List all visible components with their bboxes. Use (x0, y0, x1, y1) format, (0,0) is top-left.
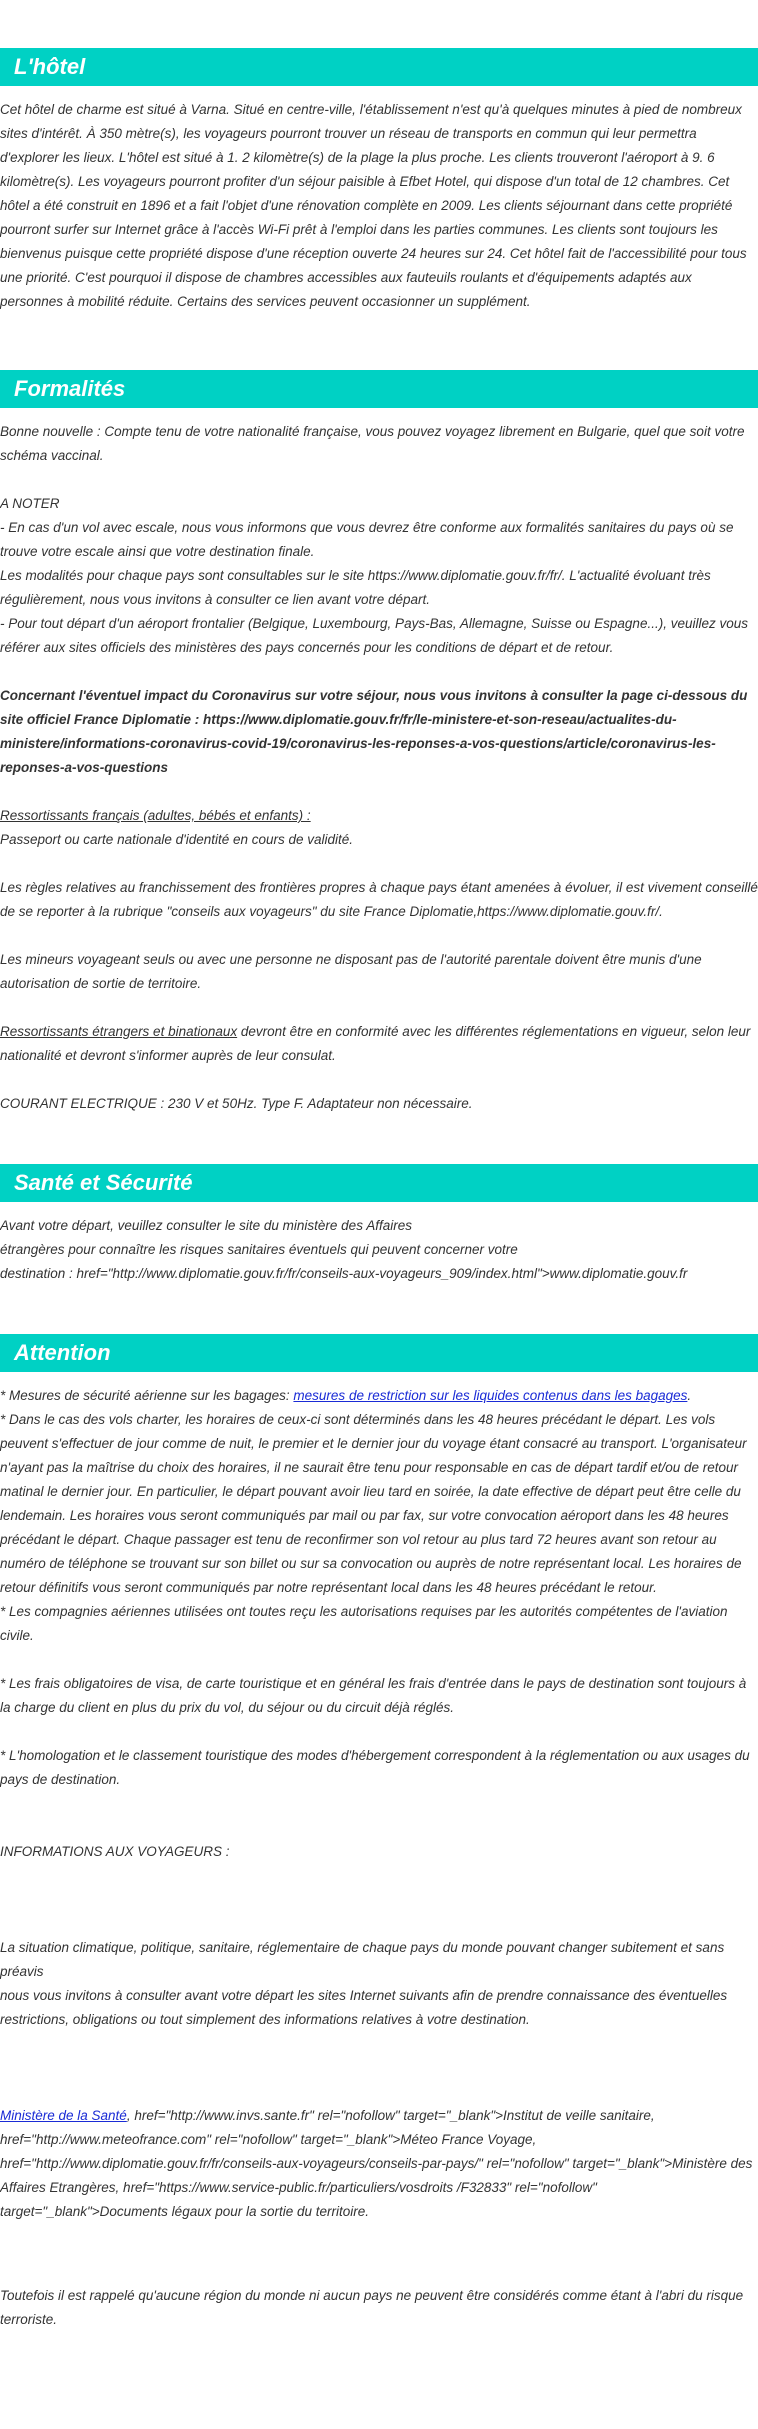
formalites-frontieres: Les règles relatives au franchissement des frontières propres à chaque pays étant amenées à évoluer, il est vivement conseillé de se reporter à la rubrique "conseils aux voyageurs" du site France Diplomatie,https://www.diplomatie.gouv.fr/. (0, 880, 758, 919)
formalites-ressortissants-fr-heading: Ressortissants français (adultes, bébés et enfants) : (0, 808, 311, 823)
attention-situation-1: La situation climatique, politique, sanitaire, réglementaire de chaque pays du monde pouvant changer subitement et sans préavis (0, 1940, 725, 1979)
section-header-attention: Attention (0, 1334, 758, 1372)
attention-homologation: * L'homologation et le classement touristique des modes d'hébergement correspondent à la réglementation ou aux usages du pays de destination. (0, 1748, 750, 1787)
sante-line-2: étrangères pour connaître les risques sanitaires éventuels qui peuvent concerner votre (0, 1242, 518, 1257)
section-header-hotel: L'hôtel (0, 48, 758, 86)
formalites-ressortissants-fr-text: Passeport ou carte nationale d'identité en cours de validité. (0, 832, 354, 847)
formalites-mineurs: Les mineurs voyageant seuls ou avec une personne ne disposant pas de l'autorité parentale doivent être munis d'une autorisation de sortie de territoire. (0, 952, 702, 991)
attention-compagnies: * Les compagnies aériennes utilisées ont toutes reçu les autorisations requises par les autorités compétentes de l'aviation civile. (0, 1604, 728, 1643)
formalites-intro: Bonne nouvelle : Compte tenu de votre nationalité française, vous pouvez voyagez librement en Bulgarie, quel que soit votre schéma vaccinal. (0, 424, 745, 463)
attention-liens (0, 2104, 758, 2224)
attention-mesures (0, 1384, 758, 1408)
formalites-etrangers-heading: Ressortissants étrangers et binationaux (0, 1024, 238, 1039)
formalites-etrangers (0, 1020, 758, 1068)
formalites-covid: Concernant l'éventuel impact du Coronavirus sur votre séjour, nous vous invitons à consulter la page ci-dessous du site officiel France Diplomatie : https://www.diplomatie.gouv.fr/fr/le-ministere-et-son-reseau/actualites-du-ministere/informations-coronavirus-covid-19/coronavirus-les-reponses-a-vos-questions/article/coronavirus-les-reponses-a-vos-questions (0, 688, 748, 775)
section-header-sante: Santé et Sécurité (0, 1164, 758, 1202)
formalites-noter-1: - En cas d'un vol avec escale, nous vous informons que vous devrez être conforme aux formalités sanitaires du pays où se trouve votre escale ainsi que votre destination finale. (0, 520, 734, 559)
attention-mesures-suffix: . (687, 1388, 692, 1403)
attention-mesures-prefix: * Mesures de sécurité aérienne sur les bagages: (0, 1388, 294, 1403)
sante-line-3: destination : href="http://www.diplomatie.gouv.fr/fr/conseils-aux-voyageurs_909/index.html">www.diplomatie.gouv.fr (0, 1266, 688, 1281)
formalites-noter-3: - Pour tout départ d'un aéroport frontalier (Belgique, Luxembourg, Pays-Bas, Allemagne, Suisse ou Espagne...), veuillez vous référer aux sites officiels des ministères des pays concernés pour les conditions de départ et de retour. (0, 616, 748, 655)
formalites-courant: COURANT ELECTRIQUE : 230 V et 50Hz. Type F. Adaptateur non nécessaire. (0, 1096, 473, 1111)
hotel-description: Cet hôtel de charme est situé à Varna. Situé en centre-ville, l'établissement n'est qu'à quelques minutes à pied de nombreux sites d'intérêt. À 350 mètre(s), les voyageurs pourront trouver un réseau de transports en commun qui leur permettra d'explorer les lieux. L'hôtel est situé à 1. 2 kilomètre(s) de la plage la plus proche. Les clients trouveront l'aéroport à 9. 6 kilomètre(s). Les voyageurs pourront profiter d'un séjour paisible à Efbet Hotel, qui dispose d'un total de 12 chambres. Cet hôtel a été construit en 1896 et a fait l'objet d'une rénovation complète en 2009. Les clients séjournant dans cette propriété pourront surfer sur Internet grâce à l'accès Wi-Fi prêt à l'emploi dans les parties communes. Les clients sont toujours les bienvenus puisque cette propriété dispose d'une réception ouverte 24 heures sur 24. Cet hôtel fait de l'accessibilité pour tous une priorité. C'est pourquoi il dispose de chambres accessibles aux fauteuils roulants et d'équipements adaptés aux personnes à mobilité réduite. Certains des services peuvent occasionner un supplément. (0, 102, 747, 309)
sante-line-1: Avant votre départ, veuillez consulter le site du ministère des Affaires (0, 1218, 412, 1233)
attention-charter: * Dans le cas des vols charter, les horaires de ceux-ci sont déterminés dans les 48 heures précédant le départ. Les vols peuvent s'effectuer de jour comme de nuit, le premier et le dernier jour du voyage étant consacré au transport. L'organisateur n'ayant pas la maîtrise du choix des horaires, il ne saurait être tenu pour responsable en cas de départ tardif et/ou de retour matinal le dernier jour. En particulier, le départ pouvant avoir lieu tard en soirée, la date effective de départ peut être celle du lendemain. Les horaires vous seront communiqués par mail ou par fax, sur votre convocation aéroport dans les 48 heures précédant le départ. Chaque passager est tenu de reconfirmer son vol retour au plus tard 72 heures avant son retour au numéro de téléphone se trouvant sur son billet ou sur sa convocation ou auprès de notre représentant local. Les horaires de retour définitifs vous seront communiqués par notre représentant local dans les 48 heures précédant le retour. (0, 1412, 747, 1595)
attention-frais: * Les frais obligatoires de visa, de carte touristique et en général les frais d'entrée dans le pays de destination sont toujours à la charge du client en plus du prix du vol, du séjour ou du circuit déjà réglés. (0, 1676, 747, 1715)
formalites-noter-heading: A NOTER (0, 496, 60, 511)
attention-terrorisme: Toutefois il est rappelé qu'aucune région du monde ni aucun pays ne peuvent être considérés comme étant à l'abri du risque terroriste. (0, 2288, 744, 2327)
formalites-noter-2: Les modalités pour chaque pays sont consultables sur le site https://www.diplomatie.gouv.fr/fr/. L'actualité évoluant très régulièrement, nous vous invitons à consulter ce lien avant votre départ. (0, 568, 711, 607)
formalites-etrangers-text: devront être en conformité avec les différentes réglementations en vigueur, selon leur nationalité et devront s'informer auprès de leur consulat. (0, 1024, 751, 1063)
attention-infos-heading: INFORMATIONS AUX VOYAGEURS : (0, 1844, 230, 1859)
liquides-restriction-link[interactable]: mesures de restriction sur les liquides contenus dans les bagages (293, 1388, 688, 1403)
attention-situation-2: nous vous invitons à consulter avant votre départ les sites Internet suivants afin de prendre connaissance des éventuelles restrictions, obligations ou tout simplement des informations relatives à votre destination. (0, 1988, 728, 2027)
section-header-formalites: Formalités (0, 370, 758, 408)
attention-liens-text: , href="http://www.invs.sante.fr" rel="nofollow" target="_blank">Institut de veille sanitaire, href="http://www.meteofrance.com" rel="nofollow" target="_blank">Méteo France Voyage, href="http://www.diplomatie.gouv.fr/fr/conseils-aux-voyageurs/conseils-par-pays/" rel="nofollow" target="_blank">Ministère des Affaires Etrangères, href="https://www.service-public.fr/particuliers/vosdroits /F32833" rel="nofollow" target="_blank">Documents légaux pour la sortie du territoire. (0, 2108, 753, 2219)
ministere-sante-link[interactable]: Ministère de la Santé (0, 2108, 127, 2123)
